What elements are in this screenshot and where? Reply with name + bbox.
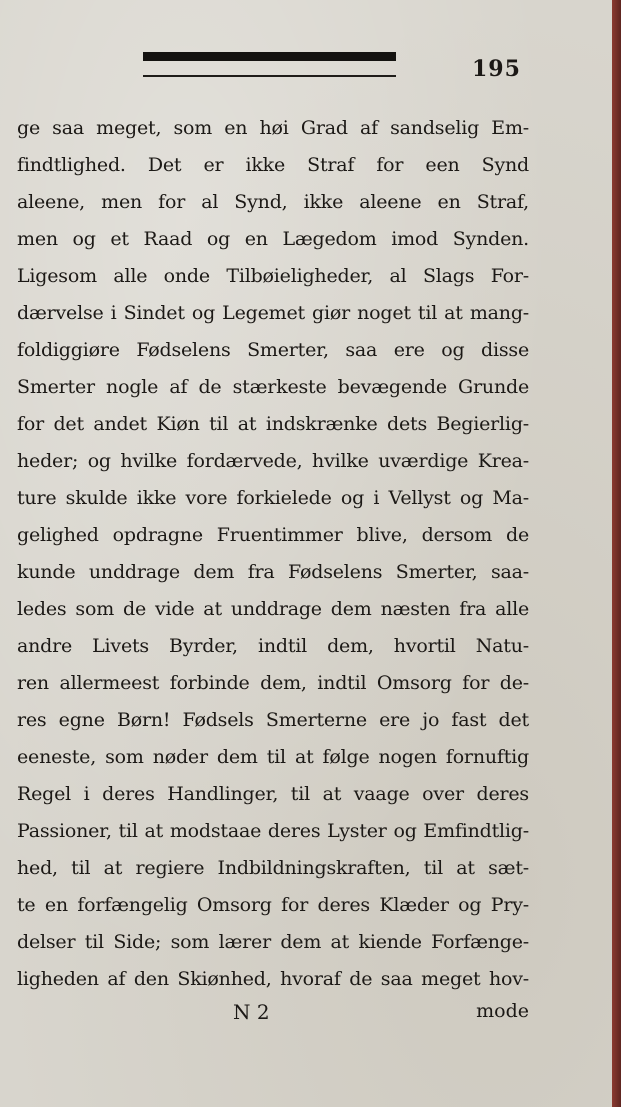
text-line: ligheden af den Skiønhed, hvoraf de saa meget hov- <box>17 968 529 990</box>
text-line: ture skulde ikke vore forkielede og i Vellyst og Ma- <box>17 487 529 509</box>
text-line: delser til Side; som lærer dem at kiende Forfænge- <box>17 931 529 953</box>
text-line: kunde unddrage dem fra Fødselens Smerter, saa- <box>17 561 529 583</box>
text-line: ren allermeest forbinde dem, indtil Omsorg for de- <box>17 672 529 694</box>
header-rule-thick <box>143 52 396 61</box>
text-line: findtlighed. Det er ikke Straf for een Synd <box>17 154 529 176</box>
text-line: men og et Raad og en Lægedom imod Synden. <box>17 228 529 250</box>
text-line: te en forfængelig Omsorg for deres Klæder og Pry- <box>17 894 529 916</box>
body-text <box>17 110 529 998</box>
header-rule-thin <box>143 75 396 77</box>
catchword: mode <box>476 1000 529 1022</box>
text-line: Ligesom alle onde Tilbøieligheder, al Slags For- <box>17 265 529 287</box>
text-line: for det andet Kiøn til at indskrænke dets Begierlig- <box>17 413 529 435</box>
text-line: gelighed opdragne Fruentimmer blive, dersom de <box>17 524 529 546</box>
text-line: hed, til at regiere Indbildningskraften, til at sæt- <box>17 857 529 879</box>
text-line: ge saa meget, som en høi Grad af sandselig Em- <box>17 117 529 139</box>
text-line: aleene, men for al Synd, ikke aleene en Straf, <box>17 191 529 213</box>
text-line: andre Livets Byrder, indtil dem, hvortil Natu- <box>17 635 529 657</box>
text-line: Passioner, til at modstaae deres Lyster og Emfindtlig- <box>17 820 529 842</box>
page-edge <box>612 0 621 1107</box>
text-line: res egne Børn! Fødsels Smerterne ere jo fast det <box>17 709 529 731</box>
text-line: dærvelse i Sindet og Legemet giør noget til at mang- <box>17 302 529 324</box>
text-line: foldiggiøre Fødselens Smerter, saa ere og disse <box>17 339 529 361</box>
text-line: Smerter nogle af de stærkeste bevægende Grunde <box>17 376 529 398</box>
signature-mark: N 2 <box>233 1000 270 1024</box>
text-line: ledes som de vide at unddrage dem næsten fra alle <box>17 598 529 620</box>
text-line: Regel i deres Handlinger, til at vaage over deres <box>17 783 529 805</box>
text-line: eeneste, som nøder dem til at følge nogen fornuftig <box>17 746 529 768</box>
page-number: 195 <box>472 56 521 82</box>
page-footer <box>17 1000 529 1030</box>
text-line: heder; og hvilke fordærvede, hvilke uværdige Krea- <box>17 450 529 472</box>
